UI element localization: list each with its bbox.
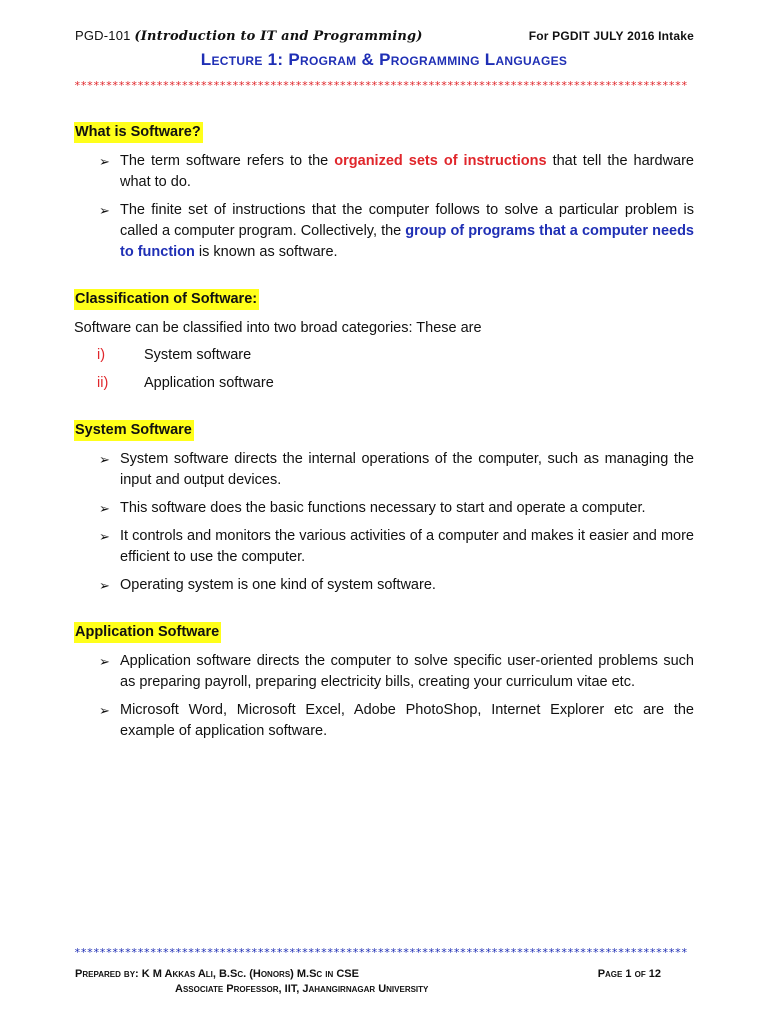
- arrow-bullet-icon: ➢: [99, 452, 110, 467]
- bullet-list: [74, 151, 694, 263]
- arrow-bullet-icon: ➢: [99, 203, 110, 218]
- footer-position: Associate Professor, IIT, Jahangirnagar University: [175, 983, 429, 995]
- list-item: ➢ The term software refers to the organized sets of instructions that tell the hardware what to do.: [99, 153, 694, 190]
- section-classification: [74, 289, 694, 394]
- arrow-bullet-icon: ➢: [99, 654, 110, 669]
- section-heading: Application Software: [74, 622, 221, 643]
- list-number: ii): [97, 375, 109, 391]
- list-item: ➢ The finite set of instructions that the computer follows to solve a particular problem is called a computer program. Collectively, the group of programs that a computer needs to function is known as software.: [99, 202, 694, 260]
- header-intake: For PGDIT JULY 2016 Intake: [528, 29, 694, 43]
- numbered-list: [74, 345, 694, 394]
- section-heading: What is Software?: [74, 122, 203, 143]
- list-item: ii) Application software: [74, 373, 694, 394]
- highlight-blue-text: group of programs that a computer needs to function: [120, 223, 694, 260]
- list-item: ➢ Application software directs the computer to solve specific user-oriented problems such as preparing payroll, preparing electricity bills, creating your curriculum vitae etc.: [99, 653, 694, 690]
- list-item: ➢ This software does the basic functions necessary to start and operate a computer.: [74, 498, 694, 519]
- lecture-title: Lecture 1: Program & Programming Languages: [200, 50, 568, 69]
- section-what-is-software: [74, 122, 694, 263]
- highlight-red-text: organized sets of instructions: [334, 153, 547, 169]
- document-body: [74, 122, 694, 768]
- course-title: (Introduction to IT and Programming): [134, 29, 423, 44]
- header-course: [75, 28, 423, 44]
- section-heading: Classification of Software:: [74, 289, 259, 310]
- arrow-bullet-icon: ➢: [99, 501, 110, 516]
- bottom-star-divider: *************************************************************************************************: [74, 946, 688, 959]
- page-number: Page 1 of 12: [597, 968, 661, 980]
- arrow-bullet-icon: ➢: [99, 578, 110, 593]
- arrow-bullet-icon: ➢: [99, 529, 110, 544]
- arrow-bullet-icon: ➢: [99, 154, 110, 169]
- list-item: ➢ Microsoft Word, Microsoft Excel, Adobe PhotoShop, Internet Explorer etc are the example of application software.: [99, 702, 694, 739]
- classification-intro: Software can be classified into two broad categories: These are: [74, 320, 482, 336]
- list-item: ➢ It controls and monitors the various activities of a computer and makes it easier and more efficient to use the computer.: [99, 528, 694, 565]
- section-heading: System Software: [74, 420, 194, 441]
- section-application-software: [74, 622, 694, 742]
- section-system-software: [74, 420, 694, 596]
- bullet-list: [74, 449, 694, 596]
- bullet-list: [74, 651, 694, 742]
- top-star-divider: *************************************************************************************************: [74, 79, 688, 92]
- list-number: i): [97, 347, 106, 363]
- footer-prepared-by: [75, 968, 689, 980]
- list-item: ➢ Operating system is one kind of system software.: [74, 575, 694, 596]
- list-item: ➢ System software directs the internal operations of the computer, such as managing the input and output devices.: [99, 451, 694, 488]
- course-code: PGD-101: [75, 28, 131, 43]
- author-line: Prepared by: K M Akkas Ali, B.Sc. (Honors) M.Sc in CSE: [75, 968, 359, 980]
- arrow-bullet-icon: ➢: [99, 703, 110, 718]
- list-item: i) System software: [74, 345, 694, 366]
